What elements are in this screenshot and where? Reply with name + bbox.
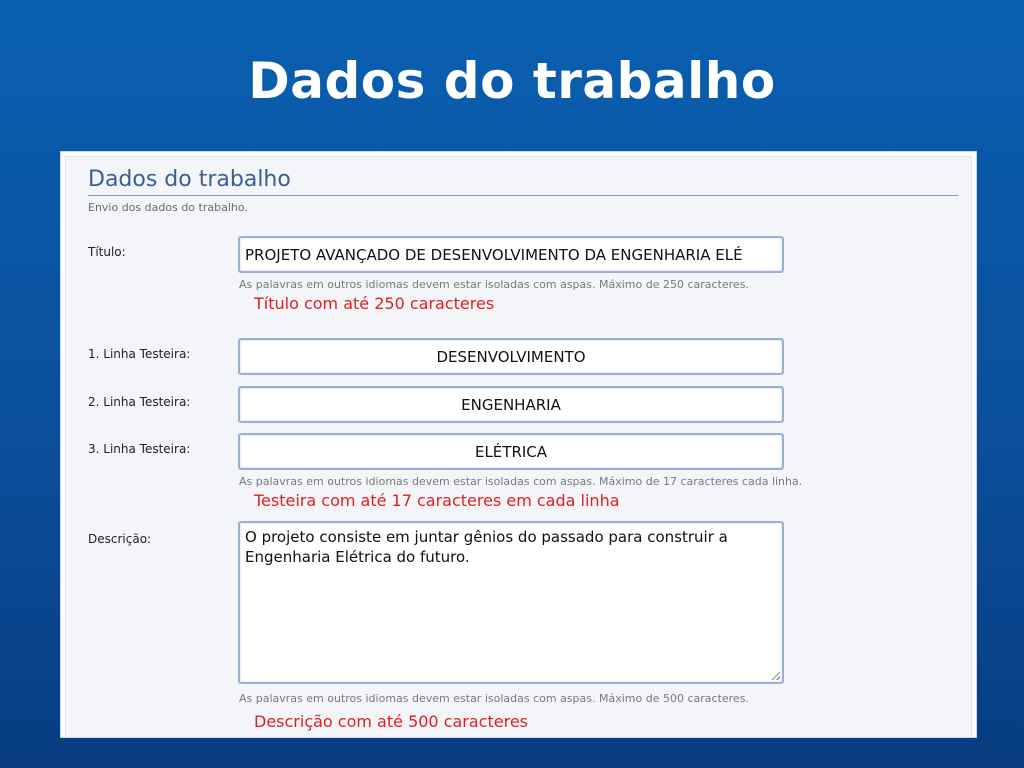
linha-3-input[interactable]: ELÉTRICA <box>238 433 784 470</box>
form-heading: Dados do trabalho <box>88 167 291 192</box>
form-subheading: Envio dos dados do trabalho. <box>88 201 248 214</box>
descricao-label: Descrição: <box>88 532 152 546</box>
linha-1-label: 1. Linha Testeira: <box>88 347 191 361</box>
resize-handle-icon[interactable] <box>772 672 780 680</box>
form-panel-inner <box>65 156 972 737</box>
linha-2-input[interactable]: ENGENHARIA <box>238 386 784 423</box>
linha-3-label: 3. Linha Testeira: <box>88 442 191 456</box>
descricao-textarea[interactable] <box>238 521 784 684</box>
linhas-annotation: Testeira com até 17 caracteres em cada linha <box>254 491 620 510</box>
form-panel <box>60 151 977 738</box>
descricao-text: O projeto consiste em juntar gênios do passado para construir a Engenharia Elétrica do futuro. <box>245 528 728 566</box>
linhas-hint: As palavras em outros idiomas devem estar isoladas com aspas. Máximo de 17 caracteres cada linha. <box>239 475 803 488</box>
linha-1-input[interactable]: DESENVOLVIMENTO <box>238 338 784 375</box>
titulo-hint: As palavras em outros idiomas devem estar isoladas com aspas. Máximo de 250 caracteres. <box>239 278 749 291</box>
titulo-annotation: Título com até 250 caracteres <box>254 294 495 313</box>
descricao-annotation: Descrição com até 500 caracteres <box>254 712 528 731</box>
titulo-label: Título: <box>88 245 126 259</box>
heading-divider <box>88 195 958 196</box>
titulo-input[interactable]: PROJETO AVANÇADO DE DESENVOLVIMENTO DA ENGENHARIA ELÉ <box>238 236 784 273</box>
slide-title: Dados do trabalho <box>248 52 776 110</box>
linha-2-label: 2. Linha Testeira: <box>88 395 191 409</box>
descricao-hint: As palavras em outros idiomas devem estar isoladas com aspas. Máximo de 500 caracteres. <box>239 692 749 705</box>
